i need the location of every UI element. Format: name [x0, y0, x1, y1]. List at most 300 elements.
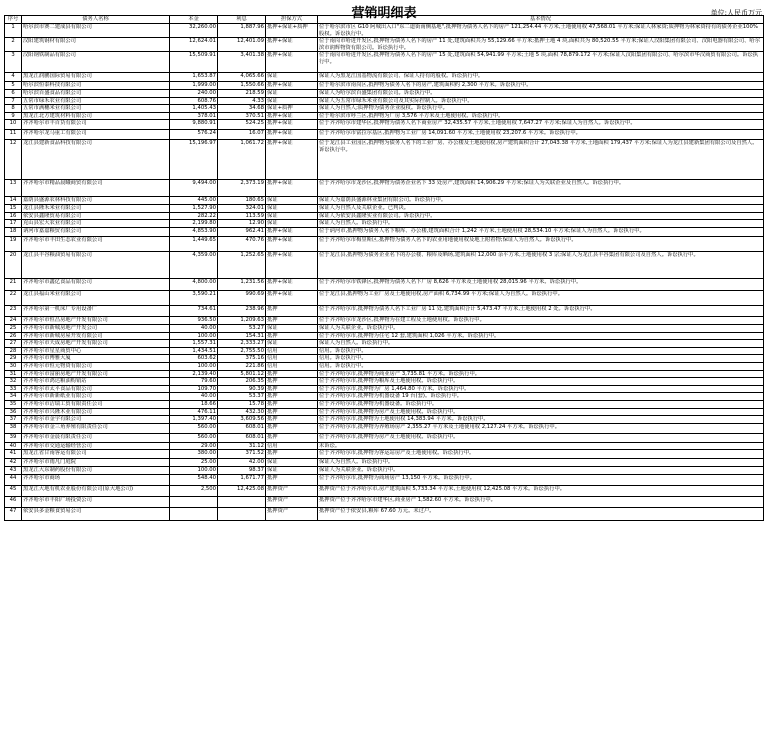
- cell-debtor-name: 齐齐哈尔市富丽房地产开发有限公司: [22, 370, 170, 378]
- cell-description: 位于南岗市哈进开发区,抵押物为债务人名下的房产 15 处,建筑面积 54,941.99 平方米;土地 5 块,面积 78,879.172 平方米;保证人汉阳集团有限公司、哈尔滨市华汉商贸有限公司。诉讼执行中。: [318, 52, 764, 73]
- cell-debtor-name: 依安县多金粮食贸易公司: [22, 507, 170, 520]
- table-row: [5, 180, 764, 197]
- cell-row-no: 47: [5, 507, 22, 520]
- table-row: [5, 423, 764, 433]
- cell-principal: [170, 496, 218, 507]
- cell-description: 位于南岗市哈进开发区,抵押物为债务人名下的房产 11 处,建筑面积共为 55,129.66 平方米;抵押土地 4 块,面积共为 80,520.55 平方米;保证人汉阳集团有限公司、汉阳电器有限公司、哈尔滨市润辉物资有限公司。诉讼执行中。: [318, 38, 764, 52]
- cell-interest: 1,061.72: [218, 140, 266, 180]
- cell-interest: 53.37: [218, 393, 266, 401]
- cell-interest: 31.12: [218, 442, 266, 450]
- cell-row-no: 18: [5, 227, 22, 236]
- table-row: [5, 227, 764, 236]
- cell-principal: 32,260.00: [170, 24, 218, 38]
- table-row: [5, 393, 764, 401]
- cell-description: 抵押资产位于齐齐哈尔市建华区,商业房产 1,582.60 平方米。诉讼执行中。: [318, 496, 764, 507]
- cell-debtor-name: 齐齐哈尔市洁瑞工贸有限责任公司: [22, 401, 170, 409]
- cell-row-no: 24: [5, 316, 22, 324]
- cell-row-no: 30: [5, 362, 22, 370]
- table-row: [5, 52, 764, 73]
- cell-interest: 180.65: [218, 197, 266, 205]
- table-row: [5, 316, 764, 324]
- cell-principal: 2,500: [170, 485, 218, 496]
- cell-debtor-name: 齐齐哈尔市鸿达粮油购销站: [22, 378, 170, 386]
- cell-row-no: 8: [5, 105, 22, 113]
- cell-row-no: 23: [5, 305, 22, 316]
- cell-debtor-name: 齐齐哈尔市天成房地产开发有限公司: [22, 340, 170, 348]
- cell-interest: 221.86: [218, 362, 266, 370]
- cell-description: 保证人为自然人。诉讼执行中。: [318, 340, 764, 348]
- cell-description: 保证人为自然人;质押物为债务企业股权。诉讼执行中。: [318, 105, 764, 113]
- cell-interest: 218.59: [218, 90, 266, 98]
- cell-debtor-name: 哈尔滨百盛食品有限公司: [22, 90, 170, 98]
- table-row: [5, 130, 764, 140]
- table-row: [5, 205, 764, 213]
- cell-description: 保证人为关联企业。诉讼执行中。: [318, 324, 764, 332]
- debt-table: [4, 15, 764, 521]
- cell-debtor-name: 五常市绿禾农业有限公司: [22, 97, 170, 105]
- cell-interest: 238.96: [218, 305, 266, 316]
- cell-interest: 990.69: [218, 290, 266, 305]
- cell-description: 保证人为黑龙江国基物流有限公司、保证人持有的股权。诉讼执行中。: [318, 73, 764, 82]
- cell-principal: [170, 507, 218, 520]
- cell-row-no: 6: [5, 90, 22, 98]
- cell-guarantee-type: 保证: [266, 220, 318, 228]
- table-row: [5, 97, 764, 105]
- cell-description: 位于龙江县,抵押物为债务企业名下的办公楼、粮库及晒场,建筑面积 12,000 余平方米,土地使用权 3 宗;保证人为龙江县丰谷集团有限公司及自然人。诉讼执行中。: [318, 251, 764, 278]
- cell-guarantee-type: 抵押+保证: [266, 130, 318, 140]
- cell-debtor-name: 龙江县建新食品科技有限公司: [22, 140, 170, 180]
- cell-guarantee-type: 抵押: [266, 305, 318, 316]
- cell-debtor-name: 齐齐哈尔市丰阳广场投资公司: [22, 496, 170, 507]
- table-row: [5, 236, 764, 251]
- cell-guarantee-type: 抵押: [266, 370, 318, 378]
- cell-principal: 560.00: [170, 423, 218, 433]
- table-row: [5, 105, 764, 113]
- cell-row-no: 41: [5, 450, 22, 459]
- cell-interest: 1,671.77: [218, 474, 266, 485]
- cell-principal: 40.00: [170, 393, 218, 401]
- table-row: [5, 416, 764, 424]
- cell-principal: 1,653.87: [170, 73, 218, 82]
- cell-debtor-name: 齐齐哈尔市雨凡门庭院: [22, 459, 170, 467]
- cell-description: 位于龙江县,抵押物为工业厂房及土地使用权,房产面积 6,734.99 平方米;保证人为自然人。诉讼执行中。: [318, 290, 764, 305]
- cell-principal: 936.50: [170, 316, 218, 324]
- cell-row-no: 3: [5, 52, 22, 73]
- cell-interest: 962.41: [218, 227, 266, 236]
- cell-description: 保证人为自然人及关联企业。已判决。: [318, 205, 764, 213]
- cell-principal: 1,405.43: [170, 105, 218, 113]
- cell-debtor-name: 齐齐哈尔龙马重工有限公司: [22, 130, 170, 140]
- cell-row-no: 25: [5, 324, 22, 332]
- cell-guarantee-type: 抵押资产: [266, 485, 318, 496]
- cell-description: 抵押资产位于齐齐哈尔市,房产建筑面积 5,733.34 平方米,土地使用权 12,425.08 平方米。诉讼执行中。: [318, 485, 764, 496]
- table-body: [5, 24, 764, 521]
- cell-principal: 109.70: [170, 385, 218, 393]
- cell-row-no: 16: [5, 212, 22, 220]
- cell-description: 位于齐齐哈尔市铁锋区,抵押物为债务人名下厂房 8,626 平方米及土地使用权 28,015.96 平方米。诉讼执行中。: [318, 278, 764, 290]
- cell-debtor-name: 齐齐哈尔市丰百货有限公司: [22, 120, 170, 130]
- cell-interest: 1,550.66: [218, 82, 266, 90]
- cell-row-no: 29: [5, 355, 22, 363]
- cell-guarantee-type: 抵押+保证: [266, 140, 318, 180]
- cell-principal: 445.00: [170, 197, 218, 205]
- header-no: 序号: [5, 16, 22, 24]
- cell-principal: 476.11: [170, 408, 218, 416]
- cell-guarantee-type: 保证: [266, 97, 318, 105]
- cell-row-no: 9: [5, 112, 22, 120]
- table-row: [5, 474, 764, 485]
- table-row: [5, 433, 764, 442]
- cell-guarantee-type: 抵押: [266, 474, 318, 485]
- cell-description: 位于齐齐哈尔市,抵押物为机器设备。诉讼执行中。: [318, 401, 764, 409]
- cell-debtor-name: 齐齐哈尔市金宇有限公司: [22, 416, 170, 424]
- cell-debtor-name: 齐齐哈尔市太平食品有限公司: [22, 385, 170, 393]
- cell-principal: 1,449.65: [170, 236, 218, 251]
- table-row: [5, 278, 764, 290]
- table-row: [5, 290, 764, 305]
- table-row: [5, 324, 764, 332]
- cell-guarantee-type: 抵押: [266, 316, 318, 324]
- table-row: [5, 24, 764, 38]
- cell-description: 信用。诉讼执行中。: [318, 347, 764, 355]
- cell-interest: 470.76: [218, 236, 266, 251]
- cell-guarantee-type: 保证: [266, 197, 318, 205]
- cell-guarantee-type: 信用: [266, 442, 318, 450]
- cell-guarantee-type: 抵押+保证: [266, 251, 318, 278]
- table-row: [5, 251, 764, 278]
- cell-interest: 375.16: [218, 355, 266, 363]
- cell-principal: 608.76: [170, 97, 218, 105]
- table-row: [5, 467, 764, 475]
- cell-guarantee-type: 抵押+保证: [266, 180, 318, 197]
- cell-debtor-name: 哈尔滨恒泰科技有限公司: [22, 82, 170, 90]
- table-row: [5, 90, 764, 98]
- cell-row-no: 2: [5, 38, 22, 52]
- cell-description: 位于齐齐哈尔市,抵押物为房产及土地使用权。诉讼执行中。: [318, 433, 764, 442]
- cell-description: 位于齐齐哈尔市,抵押物为粮库及土地使用权。诉讼执行中。: [318, 378, 764, 386]
- cell-principal: 2,199.80: [170, 220, 218, 228]
- cell-description: 保证人为关联企业。诉讼执行中。: [318, 467, 764, 475]
- cell-row-no: 28: [5, 347, 22, 355]
- cell-description: 位于齐齐哈尔市富拉尔基区,抵押物为工业厂房 14,091.60 平方米,土地使用权 23,207.6 平方米。诉讼执行中。: [318, 130, 764, 140]
- cell-row-no: 37: [5, 416, 22, 424]
- cell-description: 保证人为依安县鑫隆实业有限公司。诉讼执行中。: [318, 212, 764, 220]
- cell-guarantee-type: 抵押: [266, 433, 318, 442]
- cell-interest: 371.52: [218, 450, 266, 459]
- cell-guarantee-type: 抵押+保证: [266, 290, 318, 305]
- cell-interest: 12,425.08: [218, 485, 266, 496]
- cell-principal: 4,853.90: [170, 227, 218, 236]
- cell-debtor-name: 克山县宏大农业有限公司: [22, 220, 170, 228]
- cell-row-no: 4: [5, 73, 22, 82]
- cell-interest: 370.51: [218, 112, 266, 120]
- cell-guarantee-type: 抵押+保证: [266, 227, 318, 236]
- header-description: 基本情况: [318, 16, 764, 24]
- cell-row-no: 33: [5, 385, 22, 393]
- cell-guarantee-type: 保证: [266, 324, 318, 332]
- cell-guarantee-type: 保证: [266, 73, 318, 82]
- cell-interest: 12.90: [218, 220, 266, 228]
- cell-interest: 524.25: [218, 120, 266, 130]
- cell-description: 信用。诉讼执行中。: [318, 355, 764, 363]
- cell-interest: 12,401.09: [218, 38, 266, 52]
- cell-principal: 240.00: [170, 90, 218, 98]
- cell-debtor-name: 黑龙江北方建筑材料有限公司: [22, 112, 170, 120]
- cell-debtor-name: 齐齐哈尔市商场: [22, 474, 170, 485]
- table-row: [5, 355, 764, 363]
- cell-interest: 3,401.38: [218, 52, 266, 73]
- cell-debtor-name: 齐齐哈尔第一机床厂专用设备厂: [22, 305, 170, 316]
- table-row: [5, 73, 764, 82]
- cell-guarantee-type: 抵押+保证: [266, 236, 318, 251]
- cell-debtor-name: 嘉荫县盛源农林科技有限公司: [22, 197, 170, 205]
- cell-description: 位于龙江县工业园区,抵押物为债务人名下的工业厂房、办公楼及土地使用权,房产建筑面积合计 27,043.38 平方米,土地面积 179,437 平方米;保证人为龙江县建新集团有限公司及自然人。诉讼执行中。: [318, 140, 764, 180]
- cell-guarantee-type: 抵押: [266, 450, 318, 459]
- cell-guarantee-type: 保证: [266, 90, 318, 98]
- cell-guarantee-type: 保证+质押: [266, 105, 318, 113]
- cell-debtor-name: 齐齐哈尔市星星商贸中心: [22, 347, 170, 355]
- table-row: [5, 496, 764, 507]
- table-row: [5, 442, 764, 450]
- cell-principal: 548.40: [170, 474, 218, 485]
- cell-interest: 16.07: [218, 130, 266, 140]
- cell-principal: 1,557.31: [170, 340, 218, 348]
- cell-interest: 2,755.50: [218, 347, 266, 355]
- cell-debtor-name: 齐齐哈尔市交通运输经营公司: [22, 442, 170, 450]
- cell-guarantee-type: 抵押+保证: [266, 82, 318, 90]
- cell-principal: 560.00: [170, 433, 218, 442]
- cell-description: 位于齐齐哈尔市龙沙区,抵押物为在建工程及土地使用权。诉讼执行中。: [318, 316, 764, 324]
- cell-row-no: 42: [5, 459, 22, 467]
- cell-description: 信用。诉讼执行中。: [318, 362, 764, 370]
- cell-interest: 608.01: [218, 433, 266, 442]
- table-row: [5, 347, 764, 355]
- cell-guarantee-type: 抵押: [266, 408, 318, 416]
- cell-principal: 100.00: [170, 332, 218, 340]
- cell-debtor-name: 齐齐哈尔市金晨有限责任公司: [22, 433, 170, 442]
- cell-description: 未诉讼。: [318, 442, 764, 450]
- cell-row-no: 21: [5, 278, 22, 290]
- cell-description: 保证人为五常市绿禾米业有限公司及其实际控制人。诉讼执行中。: [318, 97, 764, 105]
- cell-interest: 5,801.12: [218, 370, 266, 378]
- cell-row-no: 34: [5, 393, 22, 401]
- table-row: [5, 212, 764, 220]
- cell-row-no: 31: [5, 370, 22, 378]
- cell-principal: 12,624.01: [170, 38, 218, 52]
- cell-interest: 42.00: [218, 459, 266, 467]
- cell-debtor-name: 黑龙江省甘南客运有限公司: [22, 450, 170, 459]
- cell-principal: 100.00: [170, 467, 218, 475]
- cell-interest: 4,065.66: [218, 73, 266, 82]
- cell-interest: 1,231.56: [218, 278, 266, 290]
- cell-row-no: 15: [5, 205, 22, 213]
- cell-guarantee-type: 抵押+保证: [266, 278, 318, 290]
- cell-debtor-name: 汉阳建筑钢材有限公司: [22, 38, 170, 52]
- cell-description: 位于齐齐哈尔市建华区,抵押物为债务人名下商业房产 32,435.57 平方米,土地使用权 7,647.27 平方米;保证人为自然人。诉讼执行中。: [318, 120, 764, 130]
- cell-principal: 4,800.00: [170, 278, 218, 290]
- cell-debtor-name: 汉阳钢铁制品有限公司: [22, 52, 170, 73]
- cell-interest: 1,887.96: [218, 24, 266, 38]
- cell-description: 位于齐齐哈尔市,抵押物为商业房产 3,735.81 平方米。诉讼执行中。: [318, 370, 764, 378]
- cell-guarantee-type: 保证: [266, 205, 318, 213]
- cell-description: 保证人为哈尔滨百盛集团有限公司。诉讼执行中。: [318, 90, 764, 98]
- cell-interest: 4.33: [218, 97, 266, 105]
- cell-row-no: 26: [5, 332, 22, 340]
- table-row: [5, 370, 764, 378]
- cell-row-no: 7: [5, 97, 22, 105]
- cell-debtor-name: 依安县鑫隆贸易有限公司: [22, 212, 170, 220]
- cell-guarantee-type: 信用: [266, 362, 318, 370]
- cell-description: 保证人为嘉荫县盛源林业集团有限公司。诉讼执行中。: [318, 197, 764, 205]
- cell-row-no: 14: [5, 197, 22, 205]
- cell-row-no: 1: [5, 24, 22, 38]
- cell-description: 位于哈尔滨市呼兰区,抵押物为厂房 3,576 平方米及土地使用权。诉讼执行中。: [318, 112, 764, 120]
- cell-principal: 1,527.90: [170, 205, 218, 213]
- cell-principal: 9,494.00: [170, 180, 218, 197]
- cell-row-no: 5: [5, 82, 22, 90]
- page-title: 营销明细表: [351, 6, 417, 21]
- cell-row-no: 10: [5, 120, 22, 130]
- table-row: [5, 38, 764, 52]
- cell-principal: 1,397.40: [170, 416, 218, 424]
- cell-debtor-name: 黑龙江大地有机农业股份有限公司(原大地公司): [22, 485, 170, 496]
- cell-description: 位于齐齐哈尔市,抵押物为机器设备 19 台(套)。诉讼执行中。: [318, 393, 764, 401]
- cell-principal: 18.66: [170, 401, 218, 409]
- cell-row-no: 40: [5, 442, 22, 450]
- cell-debtor-name: 齐齐哈尔市新城房屋开发有限公司: [22, 332, 170, 340]
- cell-debtor-name: 龙江县福山米业有限公司: [22, 290, 170, 305]
- table-row: [5, 140, 764, 180]
- cell-debtor-name: 齐齐哈尔市新城房地产开发公司: [22, 324, 170, 332]
- cell-principal: 3,590.21: [170, 290, 218, 305]
- table-row: [5, 120, 764, 130]
- cell-guarantee-type: 保证: [266, 212, 318, 220]
- table-row: [5, 112, 764, 120]
- cell-interest: 15.78: [218, 401, 266, 409]
- table-row: [5, 485, 764, 496]
- header-name: 债务人名称: [22, 16, 170, 24]
- table-row: [5, 450, 764, 459]
- cell-debtor-name: 黑龙江润鹏国际贸易有限公司: [22, 73, 170, 82]
- cell-description: 位于齐齐哈尔市,抵押物为厂房 1,464.80 平方米。诉讼执行中。: [318, 385, 764, 393]
- cell-interest: 154.31: [218, 332, 266, 340]
- cell-principal: 2,139.40: [170, 370, 218, 378]
- cell-debtor-name: 齐齐哈尔市金三角养殖有限责任公司: [22, 423, 170, 433]
- cell-guarantee-type: 抵押: [266, 416, 318, 424]
- cell-guarantee-type: 抵押资产: [266, 507, 318, 520]
- cell-row-no: 46: [5, 496, 22, 507]
- cell-description: 位于哈尔滨市南岗区,抵押物为债务人名下的房产,建筑面积约 2,300 平方米。诉讼执行中。: [318, 82, 764, 90]
- cell-principal: 100.00: [170, 362, 218, 370]
- cell-debtor-name: 龙江县丰谷粮油贸易有限公司: [22, 251, 170, 278]
- cell-debtor-name: 齐齐哈尔市兴隆木业有限公司: [22, 408, 170, 416]
- cell-description: 位于讷河市,抵押物为债务人名下粮库、办公楼,建筑面积合计 1,242 平方米,土地使用权 28,534.10 平方米;保证人为自然人。诉讼执行中。: [318, 227, 764, 236]
- cell-guarantee-type: 抵押+保证: [266, 120, 318, 130]
- cell-description: 位于齐齐哈尔市,抵押物为客运站房产及土地使用权。诉讼执行中。: [318, 450, 764, 459]
- cell-description: 位于齐齐哈尔市,抵押物为养殖场房产 2,355.27 平方米及土地使用权 2,127.24 平方米。诉讼执行中。: [318, 423, 764, 433]
- cell-guarantee-type: 抵押: [266, 401, 318, 409]
- cell-debtor-name: 龙江县隆禾米业有限公司: [22, 205, 170, 213]
- cell-interest: 608.01: [218, 423, 266, 433]
- cell-guarantee-type: 信用: [266, 347, 318, 355]
- cell-description: 位于齐齐哈尔市,抵押物为房产及土地使用权。诉讼执行中。: [318, 408, 764, 416]
- cell-principal: 25.00: [170, 459, 218, 467]
- cell-principal: 1,999.00: [170, 82, 218, 90]
- cell-row-no: 22: [5, 290, 22, 305]
- cell-description: 位于齐齐哈尔市龙沙区,抵押物为债务企业名下 33 处房产,建筑面积 14,906.29 平方米;保证人为关联企业及自然人。诉讼执行中。: [318, 180, 764, 197]
- cell-interest: 53.27: [218, 324, 266, 332]
- cell-guarantee-type: 保证: [266, 340, 318, 348]
- cell-principal: 282.22: [170, 212, 218, 220]
- cell-description: 位于齐齐哈尔市,抵押物为住宅 12 套,建筑面积 1,026 平方米。诉讼执行中。: [318, 332, 764, 340]
- cell-row-no: 43: [5, 467, 22, 475]
- cell-principal: 380.00: [170, 450, 218, 459]
- table-header-row: [5, 16, 764, 24]
- cell-description: 位于齐齐哈尔市梅里斯区,抵押物为债务人名下的农业用地使用权及地上附着物;保证人为自然人。诉讼执行中。: [318, 236, 764, 251]
- cell-row-no: 35: [5, 401, 22, 409]
- cell-guarantee-type: 抵押资产: [266, 496, 318, 507]
- cell-row-no: 36: [5, 408, 22, 416]
- cell-guarantee-type: 抵押+保证: [266, 112, 318, 120]
- cell-row-no: 38: [5, 423, 22, 433]
- header-interest: 利息: [218, 16, 266, 24]
- cell-debtor-name: 齐齐哈尔市恒元物资有限公司: [22, 362, 170, 370]
- cell-guarantee-type: 抵押: [266, 378, 318, 386]
- cell-interest: [218, 507, 266, 520]
- cell-row-no: 27: [5, 340, 22, 348]
- cell-debtor-name: 齐齐哈尔市新新纸业有限公司: [22, 393, 170, 401]
- cell-guarantee-type: 保证: [266, 459, 318, 467]
- cell-description: 保证人为自然人。诉讼执行中。: [318, 220, 764, 228]
- cell-debtor-name: 五常市满穗米业有限公司: [22, 105, 170, 113]
- cell-principal: 576.24: [170, 130, 218, 140]
- cell-row-no: 44: [5, 474, 22, 485]
- cell-guarantee-type: 抵押: [266, 393, 318, 401]
- table-row: [5, 378, 764, 386]
- header-principal: 本金: [170, 16, 218, 24]
- cell-principal: 79.60: [170, 378, 218, 386]
- cell-principal: 40.00: [170, 324, 218, 332]
- cell-interest: 3,609.56: [218, 416, 266, 424]
- cell-description: 抵押资产位于依安县,粮库 67.60 万元。未过户。: [318, 507, 764, 520]
- cell-principal: 15,196.97: [170, 140, 218, 180]
- cell-debtor-name: 齐齐哈尔市博雅大厦: [22, 355, 170, 363]
- table-row: [5, 82, 764, 90]
- cell-interest: 113.59: [218, 212, 266, 220]
- cell-row-no: 19: [5, 236, 22, 251]
- cell-guarantee-type: 保证: [266, 467, 318, 475]
- cell-description: 位于齐齐哈尔市,抵押物为商场房产 13,150 平方米。诉讼执行中。: [318, 474, 764, 485]
- cell-description: 位于齐齐哈尔市,抵押物为债务人名下工业厂房 11 处,建筑面积合计 5,473.47 平方米,土地使用权 2 处。诉讼执行中。: [318, 305, 764, 316]
- cell-interest: 2,333.27: [218, 340, 266, 348]
- cell-interest: 90.39: [218, 385, 266, 393]
- cell-row-no: 45: [5, 485, 22, 496]
- cell-row-no: 32: [5, 378, 22, 386]
- cell-interest: 206.35: [218, 378, 266, 386]
- cell-row-no: 11: [5, 130, 22, 140]
- cell-principal: 15,509.91: [170, 52, 218, 73]
- header-guarantee: 担保方式: [266, 16, 318, 24]
- table-row: [5, 362, 764, 370]
- cell-guarantee-type: 抵押+保证: [266, 52, 318, 73]
- cell-interest: 2,373.19: [218, 180, 266, 197]
- table-row: [5, 305, 764, 316]
- cell-guarantee-type: 抵押: [266, 332, 318, 340]
- table-row: [5, 385, 764, 393]
- cell-row-no: 39: [5, 433, 22, 442]
- cell-debtor-name: 齐齐哈尔市丰田生态农业有限公司: [22, 236, 170, 251]
- table-row: [5, 401, 764, 409]
